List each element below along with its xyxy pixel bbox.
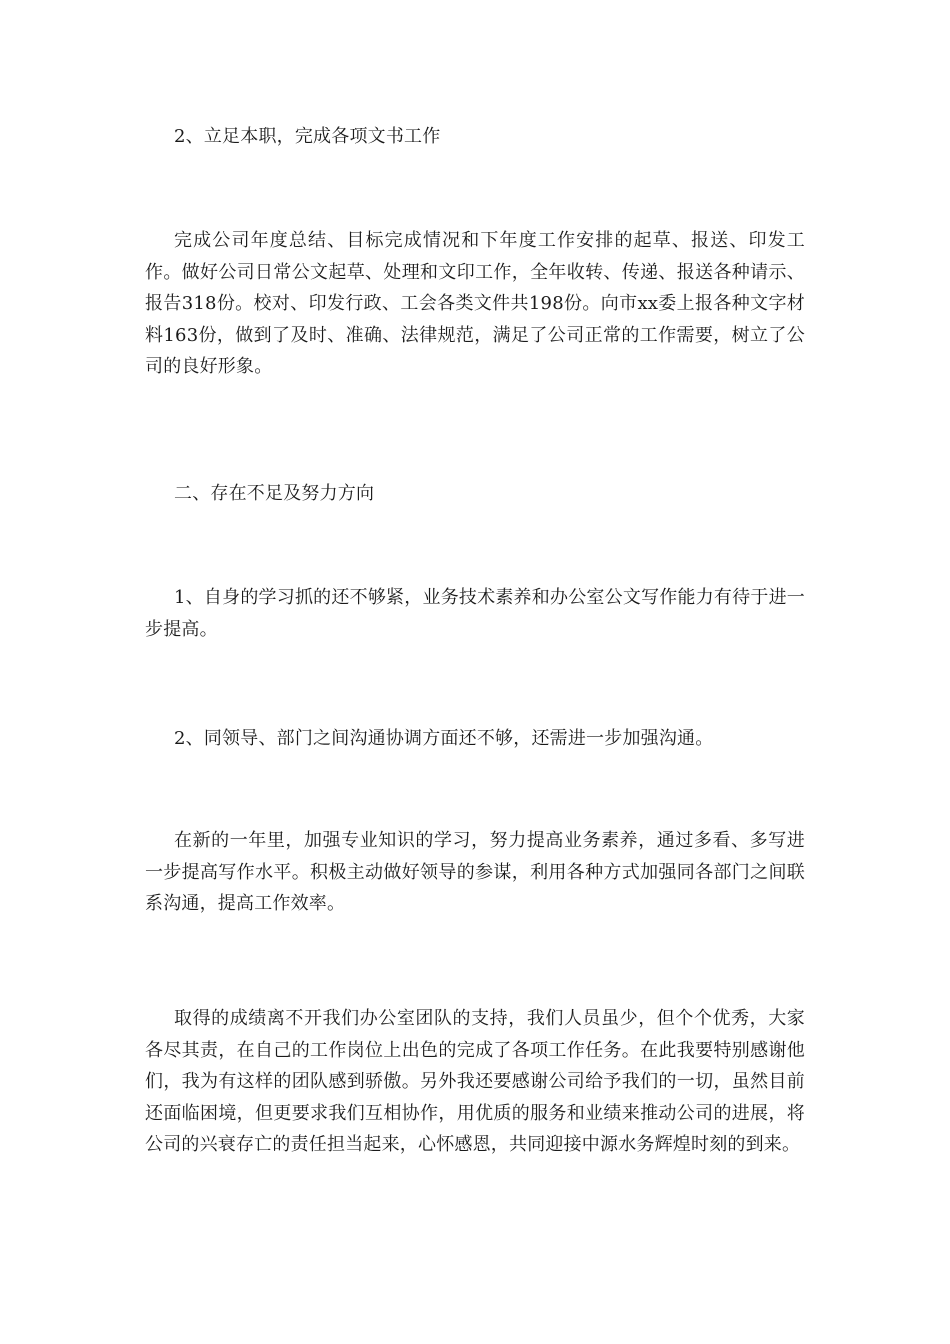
- section-heading-shortcomings: 二、存在不足及努力方向: [174, 483, 375, 504]
- section-heading-clerical-work: 2、立足本职，完成各项文书工作: [174, 126, 441, 147]
- paragraph-shortcoming-study: 1、自身的学习抓的还不够紧，业务技术素养和办公室公文写作能力有待于进一步提高。: [145, 587, 805, 640]
- paragraph-new-year-plan: 在新的一年里，加强专业知识的学习，努力提高业务素养，通过多看、多写进一步提高写作水平。积极主动做好领导的参谋，利用各种方式加强同各部门之间联系沟通，提高工作效率。: [145, 830, 805, 914]
- paragraph-clerical-work-details: 完成公司年度总结、目标完成情况和下年度工作安排的起草、报送、印发工作。做好公司日常公文起草、处理和文印工作，全年收转、传递、报送各种请示、报告318份。校对、印发行政、工会各类文件共198份。向市xx委上报各种文字材料163份，做到了及时、准确、法律规范，满足了公司正常的工作需要，树立了公司的良好形象。: [145, 230, 805, 377]
- paragraph-team-thanks: 取得的成绩离不开我们办公室团队的支持，我们人员虽少，但个个优秀，大家各尽其责，在自己的工作岗位上出色的完成了各项工作任务。在此我要特别感谢他们，我为有这样的团队感到骄傲。另外我还要感谢公司给予我们的一切，虽然目前还面临困境，但更要求我们互相协作，用优质的服务和业绩来推动公司的进展，将公司的兴衰存亡的责任担当起来，心怀感恩，共同迎接中源水务辉煌时刻的到来。: [145, 1008, 805, 1155]
- paragraph-shortcoming-communication: 2、同领导、部门之间沟通协调方面还不够，还需进一步加强沟通。: [174, 728, 714, 749]
